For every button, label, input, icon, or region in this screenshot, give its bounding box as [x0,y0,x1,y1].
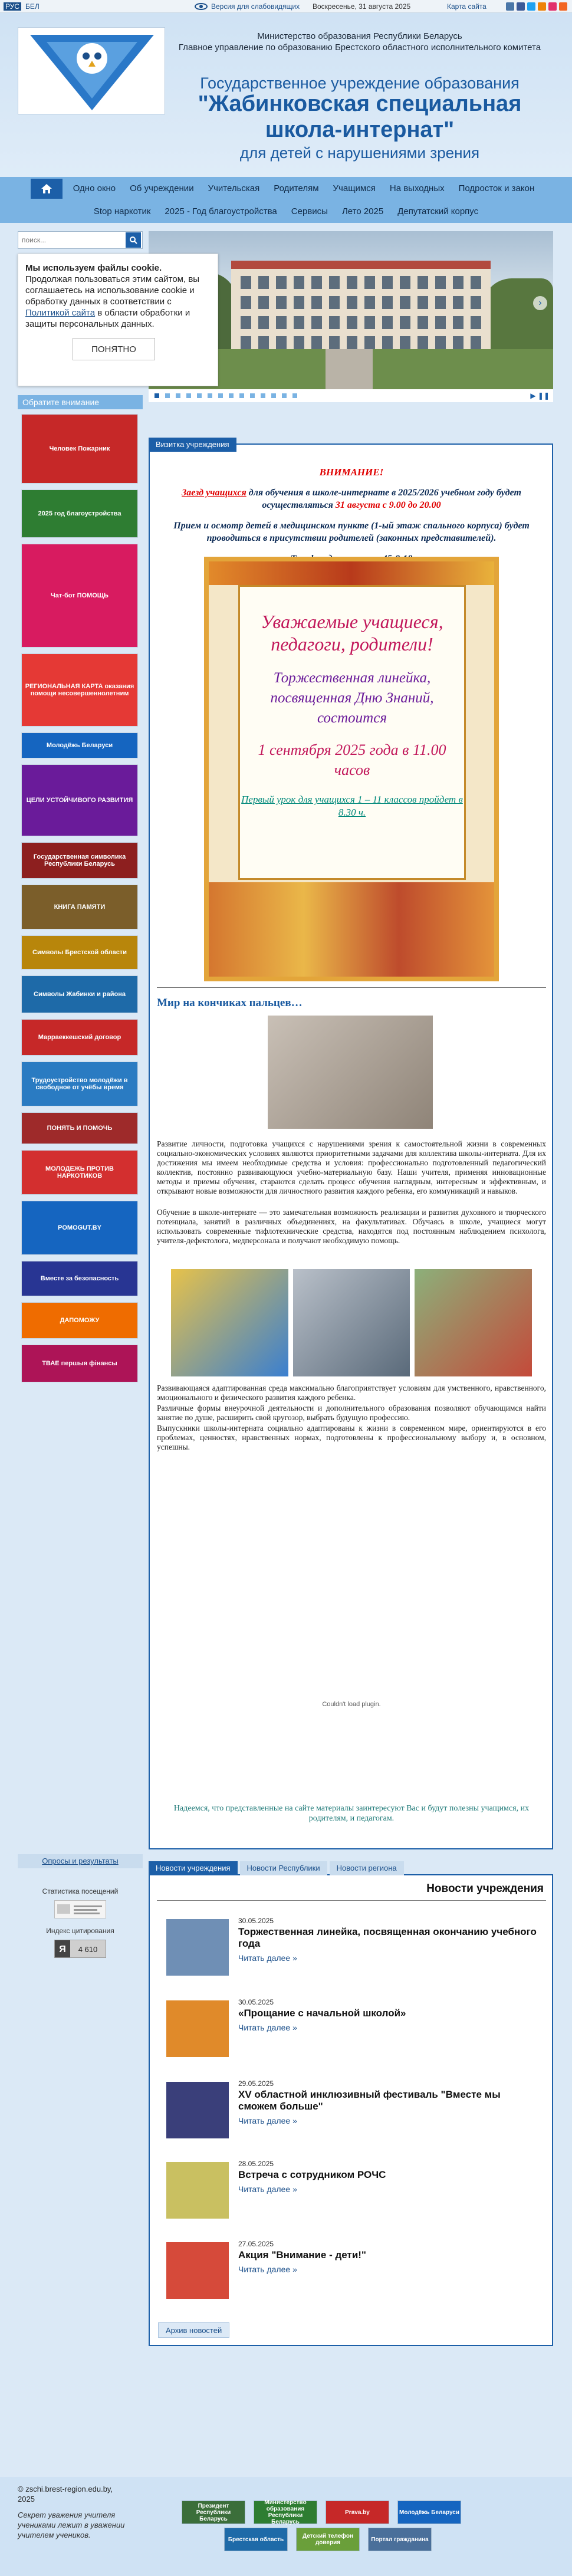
home-button[interactable] [31,179,63,199]
sidebar-banner[interactable]: Человек Пожарник [21,414,138,484]
poster-body: Торжественная линейка, посвященная Дню Знаний, состоится [270,670,434,726]
school-logo[interactable] [18,27,165,114]
slider-dot[interactable] [218,393,223,398]
low-vision-label: Версия для слабовидящих [211,2,300,11]
vk-icon[interactable] [506,2,514,11]
footer-partner-button[interactable]: Молодёжь Беларуси [397,2501,461,2524]
window [435,276,446,289]
news-thumbnail[interactable] [166,2242,229,2299]
attention-title: ВНИМАНИЕ! [319,466,384,478]
window [347,336,357,349]
sidebar-banner[interactable]: Молодёжь Беларуси [21,732,138,758]
lang-be[interactable]: БЕЛ [25,2,40,11]
divider [157,1900,546,1901]
news-tabs [149,1861,404,1875]
window [311,336,322,349]
window [471,316,481,329]
window [418,336,428,349]
window [400,336,410,349]
yandex-icon: Я [55,1940,70,1957]
tab-republic-news[interactable]: Новости Республики [240,1861,327,1875]
sitemap-link[interactable]: Карта сайта [447,2,486,11]
stats-block [18,1887,143,1963]
paragraph-2: Обучение в школе-интернате — это замечательная возможность реализации и развития духовного и творческого потенциала, занятий в различных объединениях, на факультативах. Обучаясь в школе, учащиеся могут использовать современные тифлотехнические средства, находятся под постоянным наблюдением психолога, учителя-дефектолога, медперсонала и получают необходимую помощь. [157,1208,546,1245]
window [471,276,481,289]
school-subtitle: для детей с нарушениями зрения [239,144,480,162]
school-building-photo [231,261,491,349]
window [241,336,251,349]
read-more-link[interactable]: Читать далее » [238,2265,297,2274]
news-date: 30.05.2025 [238,1917,274,1925]
cookie-accept-button[interactable]: ПОНЯТНО [73,338,155,360]
news-date: 30.05.2025 [238,1998,274,2006]
search-box [18,231,143,249]
search-icon [129,236,137,244]
slider-dot[interactable] [154,393,159,398]
window [294,316,304,329]
footer-partner-button[interactable]: Портал гражданина [368,2528,432,2551]
poster-text [238,585,466,880]
nav-weekend[interactable]: На выходных [389,183,445,193]
news-item [166,1917,544,1982]
copyright: © zschi.brest-region.edu.by, 2025 [18,2485,113,2503]
window [453,336,463,349]
sidebar-banner[interactable]: Чат-бот ПОМОЩЬ [21,544,138,648]
sidebar-banner[interactable]: Вместе за безопасность [21,1261,138,1296]
slider-dot[interactable] [271,393,276,398]
news-headline[interactable]: Торжественная линейка, посвященная окончанию учебного года [238,1926,537,1949]
sidebar-banner[interactable]: МОЛОДЕЖЬ ПРОТИВ НАРКОТИКОВ [21,1150,138,1195]
nav-one-window[interactable]: Одно окно [73,183,116,193]
paragraph-5: Выпускники школы-интерната социально адаптированы к жизни в современном мире, ориентируются в его проблемах, ценностях, нравственных нормах, подготовлены к профессиональному выбору и, в основном, успешны. [157,1424,546,1451]
window [453,316,463,329]
news-item [166,1998,544,2063]
current-date: Воскресенье, 31 августа 2025 [313,2,411,11]
window [364,316,375,329]
section-tab[interactable]: Визитка учреждения [149,438,236,452]
nav-parents[interactable]: Родителям [274,183,319,193]
school-photo [415,1269,532,1376]
sidebar-banner[interactable]: ПОНЯТЬ И ПОМОЧЬ [21,1112,138,1144]
read-more-link[interactable]: Читать далее » [238,2184,297,2194]
tab-school-news[interactable]: Новости учреждения [149,1861,238,1875]
window [435,316,446,329]
main-navigation [0,177,572,223]
slider-dot[interactable] [250,393,255,398]
sidebar-banner[interactable]: Марраеккешский договор [21,1019,138,1056]
news-headline[interactable]: XV областной инклюзивный фестиваль "Вместе мы сможем больше" [238,2089,501,2112]
news-date: 27.05.2025 [238,2240,274,2248]
window [241,316,251,329]
news-item [166,2240,544,2305]
slider-pagination [149,389,553,402]
slider-dot[interactable] [292,393,297,398]
low-vision-link[interactable] [195,2,300,11]
slider-dot[interactable] [176,393,180,398]
window [418,316,428,329]
window [347,296,357,309]
poster-first-lesson: Первый урок для учащихся 1 – 11 классов пройдет в 8.30 ч. [241,794,463,818]
window [364,336,375,349]
paragraph-1: Развитие личности, подготовка учащихся с нарушениями зрения к самостоятельной жизни в современных социально-экономических условиях являются приоритетными задачами для коллектива школы-интерната. Для их достижения мы имеем необходимые средства и условия: профессионально подготовленный педагогический коллектив, постоянно развивающуюся учебно-материальную базу. Наши учителя, применяя инновационные методы и приемы обучения, стараются сделать процесс обучения наглядным, интересным и эффективным, и открывают новые возможности для личностного развития каждого ребенка, его коммуникаций и навыков. [157,1139,546,1195]
window [453,276,463,289]
medical-notice: Прием и осмотр детей в медицинском пункте (1-ый этаж спального корпуса) будет проводиться в присутствии родителей (законных представителей). [173,521,530,543]
footer-motto: Секрет уважения учителя учениками лежит в уважении учителем учеников. [18,2511,125,2539]
closing-message: Надеемся, что представленные на сайте материалы заинтересуют Вас и будут полезны учащимся, их родителям, и педагогам. [173,1804,530,1823]
slider-dot[interactable] [186,393,191,398]
rss-icon[interactable] [559,2,567,11]
window [400,296,410,309]
window [258,296,269,309]
window [276,316,287,329]
paragraph-3: Развивающаяся адаптированная среда максимально благоприятствует условиям для умственного, нравственного, эмоционального и физического развития каждого ребенка. [157,1384,546,1402]
read-more-link[interactable]: Читать далее » [238,1953,297,1963]
slider-next-arrow[interactable]: › [533,296,547,310]
site-footer [0,2477,572,2576]
window [311,296,322,309]
news-thumbnail[interactable] [166,1919,229,1976]
home-icon [41,183,52,195]
cookie-text-2: в области обработки и защиты персональных данных. [25,308,190,329]
poster-date: 1 сентября 2025 года в 11.00 часов [258,741,446,778]
nav-summer[interactable]: Лето 2025 [341,206,384,216]
site-header [0,13,572,177]
read-more-link[interactable]: Читать далее » [238,2023,297,2032]
window [258,276,269,289]
news-item [166,2160,544,2225]
sidebar-banner[interactable]: РЕГИОНАЛЬНАЯ КАРТА оказания помощи несовершеннолетним [21,653,138,727]
eye-icon [195,3,208,10]
nav-stop-drugs[interactable]: Stop наркотик [93,206,151,216]
facebook-icon[interactable] [517,2,525,11]
nav-row-1 [0,177,572,200]
window [329,296,340,309]
news-headline[interactable]: Акция "Внимание - дети!" [238,2249,366,2260]
window [400,316,410,329]
window [258,336,269,349]
news-headline[interactable]: «Прощание с начальной школой» [238,2007,406,2019]
slider-play-pause-icon[interactable]: ▶ ❚❚ [530,392,550,400]
window [276,296,287,309]
polls-link[interactable]: Опросы и результаты [18,1854,143,1868]
window [311,316,322,329]
news-thumbnail[interactable] [166,2000,229,2057]
nav-students[interactable]: Учащимся [333,183,376,193]
news-thumbnail[interactable] [166,2162,229,2219]
window [311,276,322,289]
lang-ru[interactable]: РУС [4,2,21,11]
read-more-link[interactable]: Читать далее » [238,2116,297,2125]
index-label: Индекс цитирования [46,1927,114,1935]
window [382,276,393,289]
knowledge-day-poster [204,557,499,981]
news-date: 29.05.2025 [238,2079,274,2088]
window [276,336,287,349]
tab-region-news[interactable]: Новости региона [330,1861,404,1875]
window [347,276,357,289]
cookie-title: Мы используем файлы cookie. [25,263,162,273]
news-date: 28.05.2025 [238,2160,274,2168]
institution-type: Государственное учреждение образования [200,74,520,92]
odnoklassniki-icon[interactable] [538,2,546,11]
school-card [149,443,553,1849]
search-button[interactable] [126,232,141,248]
slider-dot[interactable] [229,393,234,398]
sidebar-banner[interactable]: Символы Жабинки и района [21,975,138,1013]
slider-dot[interactable] [282,393,287,398]
nav-services[interactable]: Сервисы [291,206,328,216]
sidebar-banner[interactable]: ДАПОМОЖУ [21,1302,138,1339]
window [471,296,481,309]
sidebar-banner[interactable]: ЦЕЛИ УСТОЙЧИВОГО РАЗВИТИЯ [21,764,138,836]
window [294,336,304,349]
cookie-notice [18,254,218,386]
sidebar-banner[interactable]: Символы Брестской области [21,935,138,970]
window [418,296,428,309]
nav-teachers[interactable]: Учительская [208,183,260,193]
slider-dot[interactable] [239,393,244,398]
window [294,276,304,289]
window [294,296,304,309]
news-title: Новости учреждения [426,1882,544,1895]
braille-photo [268,1016,433,1129]
school-photo [171,1269,288,1376]
slider-dot[interactable] [197,393,202,398]
sidebar-banner[interactable]: 2025 год благоустройства [21,489,138,538]
language-switcher [4,2,41,11]
slider-dot[interactable] [208,393,212,398]
school-photo [293,1269,410,1376]
school-photos [171,1269,532,1376]
footer-partner-button[interactable]: Министерство образования Республики Беларусь [254,2501,317,2524]
window [382,336,393,349]
window [453,296,463,309]
sidebar-banner[interactable]: КНИГА ПАМЯТИ [21,885,138,929]
window [400,276,410,289]
banner-list [21,414,138,1388]
poster-greeting: Уважаемые учащиеся, педагоги, родители! [261,611,443,655]
window [329,276,340,289]
sidebar-banner[interactable]: ТВАЕ першыя фінансы [21,1345,138,1382]
window [382,296,393,309]
window [241,296,251,309]
slider-dot[interactable] [165,393,170,398]
search-input[interactable] [18,232,126,248]
citation-index-value: 4 610 [78,1945,98,1954]
arrival-notice: Заезд учащихся для обучения в школе-интернате в 2025/2026 учебном году будет осуществляться 31 августа с 9.00 до 20.00 [182,488,521,510]
paragraph-4: Различные формы внеурочной деятельности и дополнительного образования позволяют обучающимся найти занятие по душе, расширить свой кругозор, выбрать будущую профессию. [157,1404,546,1422]
news-archive-button[interactable]: Архив новостей [158,2322,229,2338]
section-heading: Мир на кончиках пальцев… [157,997,303,1009]
window [347,316,357,329]
top-bar [0,0,572,13]
yandex-citation-badge[interactable] [54,1940,106,1958]
window [418,276,428,289]
footer-partner-button[interactable]: Prava.by [326,2501,389,2524]
window [276,276,287,289]
window [435,296,446,309]
sidebar-banner[interactable]: POMOGUT.BY [21,1201,138,1255]
attention-header: Обратите внимание [18,395,143,409]
window [329,336,340,349]
cookie-policy-link[interactable]: Политикой сайта [25,308,96,318]
news-thumbnail[interactable] [166,2082,229,2138]
window [471,336,481,349]
stats-label: Статистика посещений [42,1887,119,1895]
window [382,316,393,329]
news-item [166,2079,544,2144]
cookie-text-1: Продолжая пользоваться этим сайтом, вы соглашаетесь на использование cookie и обработку данных в соответствии с [25,274,200,307]
window [241,276,251,289]
window [435,336,446,349]
slider-dot[interactable] [261,393,265,398]
footer-partner-button[interactable]: Президент Республики Беларусь [182,2501,245,2524]
window [258,316,269,329]
sidebar-banner[interactable]: Трудоустройство молодёжи в свободное от учёбы время [21,1062,138,1106]
nav-row-2 [0,200,572,223]
social-links [506,2,567,11]
sidebar-banner[interactable]: Государственная символика Республики Беларусь [21,842,138,879]
school-name: "Жабинковская специальная школа-интернат" [198,91,522,142]
plugin-error: Couldn't load plugin. [322,1701,381,1708]
footer-partner-button[interactable]: Брестская область [224,2528,288,2551]
footer-partner-button[interactable]: Детский телефон доверия [296,2528,360,2551]
nav-deputies[interactable]: Депутатский корпус [397,206,479,216]
twitter-icon[interactable] [527,2,535,11]
nav-year-2025[interactable]: 2025 - Год благоустройства [165,206,277,216]
window [364,276,375,289]
instagram-icon[interactable] [548,2,557,11]
nav-about[interactable]: Об учреждении [130,183,194,193]
nav-teen-law[interactable]: Подросток и закон [458,183,535,193]
visit-counter[interactable] [54,1900,106,1918]
ministry-name: Министерство образования Республики Беларусь Главное управление по образованию Брестского областного исполнительного комитета [178,31,541,52]
window [364,296,375,309]
news-panel [149,1874,553,2346]
news-headline[interactable]: Встреча с сотрудником РОЧС [238,2169,386,2180]
window [329,316,340,329]
divider [157,987,546,988]
